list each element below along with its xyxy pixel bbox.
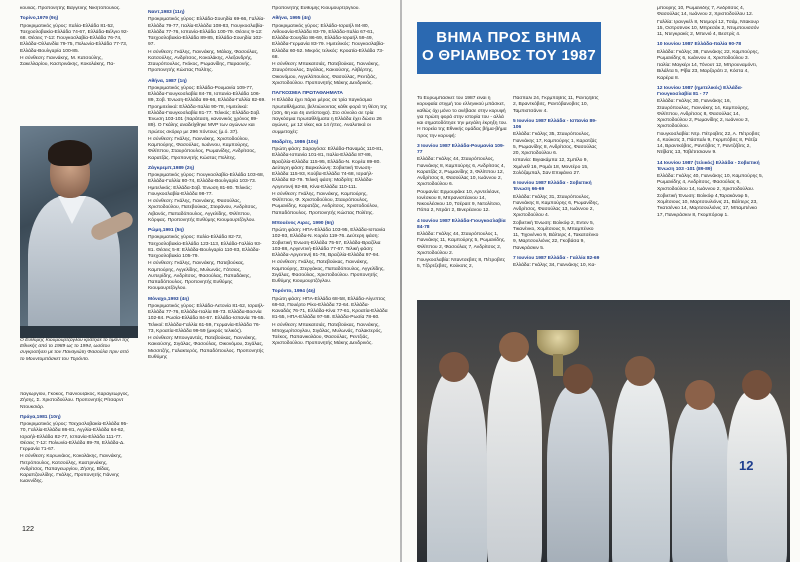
section-heading: Ναντ,1983 (11η) [148, 10, 185, 15]
headline-line2: Ο ΘΡΙΑΜΒΟΣ ΤΟΥ 1987 [421, 47, 597, 64]
section-heading: ΠΑΓΚΟΣΜΙΑ ΠΡΩΤΑΘΛΗΜΑΤΑ [272, 91, 343, 96]
paragraph: Πρώτη φάση: ΗΠΑ-Ελλάδα 103-95, Ελλάδα-Ισπανία 102-93, Ελλάδα-Ν. Κορέα 119-76. Δεύτερη φάση: Σοβιετική Ένωση-Ελλάδα 75-57, Ελλάδα-Βραζίλια 103-88, Αργεντινή-Ελλάδα 77-67. Τελική φάση: Ελλάδα-Αργεντινή 81-78, Βραζιλία-Ελλάδα 97-94. [272, 228, 386, 258]
headline-box [417, 22, 601, 74]
paragraph: Προκριματικός γύρος: Ιταλία-Ελλάδα 82-72, Τσεχοσλοβακία-Ελλάδα 123-113, Ελλάδα-Γαλλία 93-81. Θέσεις 5-8: Ελλάδα-Βουλγαρία 110-83, Ελλάδα-Τσεχοσλοβακία 105-79. [148, 235, 262, 259]
paragraph: Η σύνθεση: Μπακατσιάς, Πατεβούκας, Γιαννάκης, Σταυρόπουλος, Σιγάλας, Κακιούσης, Αλβέρτης, Οικονόμου, Αγγελόπουλος, Φασούλας, Ρεντζιάς, Χριστοδούλου. Προπονητής Μάκης Δενδρινός. [272, 62, 380, 86]
section-heading: 4 Ιουνίου 1987 Ελλάδα-Γιουγκοσλαβία 84-78 [417, 218, 506, 230]
coach-photo [20, 126, 138, 338]
paragraph: Σοβιετική Ένωση: Βολκόφ 4,Ταρακάνοφ 5, Χομίτσιους 10, Μαρτσουλιόνις 21, Βάλτερς 23, Τκατσένκο 14, Μαρτσουλιόνις 17, Μπαμπένκο 17, Πανκράσκιν 8, Γκομπόροφ 1. [657, 193, 758, 218]
paragraph: Ρουμανία: Ερμουράκε 10, Αρντελέανε, Ιονέσκου 8, Μπρανιστέανου 14, Νικουλέσκου 10, Τσέραιτ 9, Νετολίτσιο, Πόπα 2, Ντράιτ 2, Βινερέανου 12. [417, 189, 502, 214]
paragraph: Προκριματικός γύρος: Τσεχοσλοβακία-Ελλάδα 95-70, Γαλλία-Ελλάδα 86-81, Αγγλία-Ελλάδα 64-62, Ισραήλ-Ελλάδα 82-77, Ισπανία-Ελλάδα 111-77. Θέσεις 7-12: Πολωνία-Ελλάδα 89-78, Ελλάδα-Δ. Γερμανία 71-67. [20, 422, 128, 452]
headline-line1: ΒΗΜΑ ΠΡΟΣ ΒΗΜΑ [436, 29, 582, 46]
paragraph: Προπονητής Ευθύμης Κιουμουρτζόγλου. [272, 6, 360, 11]
left-col1-top [20, 6, 130, 124]
paragraph: Προκριματικός γύρος: Ελλάδα-Ισραήλ 84-80, Λιθουανία-Ελλάδα 83-79, Ελλάδα-Ιταλία 67-61, Ελλάδα-Σουηδία 86-69, Ελλάδα-Ισραήλ 59-49, Ελλάδα-Γερμανία 83-79. Ημιτελικός: Γιουγκοσλαβία-Ελλάδα 60-52. Μικρός τελικός: Κροατία-Ελλάδα 73-68. [272, 23, 385, 60]
paragraph: Η σύνθεση: Γκάλης, Γιαννάκης, Πατεβούκας, Καμπούρης, Αγγελίδης, Μυλωνάς, Γάτσιος, Λυπερίδης, Ανδρίτσος, Φασούλας, Παπαδάκης, Παπαδόπουλος. Προπονητής Ευθύμης Κιουμουρτζόγλου. [148, 261, 251, 292]
right-page [402, 0, 800, 562]
paragraph: Το Ευρωμπάσκετ του 1987 είναι η κορυφαία στιγμή του ελληνικού μπάσκετ, καθώς όχι μόνο το ανέβασε στην κορυφή για πρώτη φορά στην ιστορία του - αλλά και σηματοδότησε την μεγάλη έκρηξη του. Η πορεία της Εθνικής ομάδας βήμα-βήμα προς την κορυφή: [417, 96, 508, 139]
left-col3 [272, 6, 388, 554]
section-heading: 14 Ιουνίου 1987 (τελικός) Ελλάδα - Σοβιετική Ένωση 103 -101 (89-89) [657, 160, 760, 172]
page-number: 122 [22, 524, 34, 533]
jersey-number: 12 [739, 458, 754, 473]
section-heading: Μαδρίτη, 1986 (10η) [272, 139, 319, 145]
caption-text: Ο Ευθύμης Κιουμουρτζόγλου κράτησε το τιμόνι της Εθνικής από το 1989 ως το 1994, ωσότου συγκροτήσει με τον Παναγιώτη Φασούλα πριν από το Μουντομπάσκετ του Τορόντο. [20, 338, 130, 362]
paragraph: Η σύνθεση: Κορωνάιος, Κοκολάκης, Γιαννάκης, Πετρόπουλος, Κατσούλης, Καστρινάκης, Ανδρίτσος, Παπαγεωργίου, Ζήσης, Βίδας, Καραπζουλίδης. Γκάλης, Προπονητής Γιάννης Ιωαννίδης. [20, 454, 123, 485]
paragraph: Η σύνθεση: Γκάλης, Γιαννάκης, Καμπούρης, Φιλίππου, Φ. Χριστοδούλου, Σταυρόπουλος, Ρωμανίδης, Καρατζάς, Ανδρίτσος, Χριστοδούλου, Παπαδόπουλος. Προπονητής Κώστας Πολίτης. [272, 191, 379, 216]
section-heading: Αθήνα, 1995 (4η) [272, 16, 311, 22]
section-heading: 3 Ιουνίου 1987 Ελλάδα-Ρουμανία 109-77 [417, 143, 505, 155]
paragraph: Πάσπαλι 24, Γκρμπόβιτς 11, Ραντζέβιτς 2, Βραντκόβιτς, Ραντόβανοβιτς 10, Ταμπιστσάνιν 4. [513, 96, 599, 114]
paragraph: Σοβιετική Ένωση: Βολκόφ 2, Εντεν 5, Τικανένκο, Χομίτσιους 5, Μπαμπένκο 11, Τιχονένκο 9, Βάλτερς 4, Τακατσένκο 9, Μαρτσουλιόνις 22, Γκοβάσα 9, Πανκράσκιν 5. [513, 220, 599, 251]
paragraph: Ελλάδα: Γκάλης 34, Γιαννάκης 10, Κα- [513, 263, 596, 268]
paragraph: Η σύνθεση: Γκάλης, Γιαννάκης, Μάλαχ, Φασούλας, Κατσούλης, Ανδρίτσος, Κοκολάκης, Αλεξανδρής, Σταυρόπουλος, Γκόκος, Ρωμανίδης, Παραονής. Προπονητής Κώστας Πολίτης. [148, 49, 259, 74]
paragraph: παγιωργίου, Γκόκος, Γιαννουζάκος, Καραγεώργος, Ζήσης, Σ. Χριστοδούλου. Προπονητής Ρίτσαρντ Ντουκσιάρ. [20, 392, 130, 410]
paragraph: Ελλάδα: Γκάλης 31, Σταυρόπουλος, Γιαννάκης 8, Καμπούρης 6, Ρωμανίδης, Ανδρίτσος, Φασούλας 13, Ιωάννου 2, Χριστοδούλου 4. [513, 194, 600, 219]
section-heading: Τορόντο, 1994 (4η) [272, 289, 316, 295]
paragraph: Ελλάδα: Γκάλης 35, Σταυρόπουλος, Γιαννάκης 17, Καμπούρης 1, Καρατζάς 5, Ρωμανίδης 8, Ανδρίτσος, Φασούλας 20, Χριστοδούλου 6. [513, 132, 597, 156]
section-heading: Πράγα,1981 (10η) [20, 414, 61, 420]
photo-caption [20, 338, 130, 363]
section-heading: 12 Ιουνίου 1987 (ημιτελικός) Ελλάδα-Γιουγκοσλαβία 81 - 77 [657, 85, 743, 97]
paragraph: Γαλλία: Ιρανγκέλ 8, Ντεμορί 12, Τσάμ, Ντακουρ 15, Οστροτινοκ 10, Μπρεσάκ 2, Ντυμπουισσόν 11, Ντεγκρακίς 2, Μπενιό 4, Βεστρίς 4. [657, 19, 759, 37]
paragraph: Προκριματικός γύρος: Ιταλία-Ελλάδα 81-52, Τσεχοσλοβακία-Ελλάδα 74-67, Ελλάδα-Βέλγιο 92-68. Θέσεις 7-12: Γιουγκοσλαβία-Ελλάδα 76-74, Ελλάδα-Ολλανδία 79-75, Πολωνία-Ελλάδα 77-73, Ελλάδα-Βουλγαρία 100-85. [20, 23, 129, 54]
paragraph: Η σύνθεση: Γκάλης, Γιαννάκης, Φασούλας, Χριστοδούλου, Πατεβούκας, Στεφάνου, Ανδρίτσος, Λιβανός, Παπαδόπουλος, Αγγελίδης, Φιλίππου, Κόρφας. Προπονητής Ευθύμης Κιουμουρτζόγλου. [148, 199, 258, 223]
paragraph: Ισπανία: Βιγιακάμπα 12, Σμπίλο 9, Χιμένεθ 16, Ρομάι 18, Μοντέρο 15, Σολόζαμπαλ, Σαν Επιφάνιο 27. [513, 158, 589, 176]
section-heading: 10 Ιουνίου 1987 Ελλάδα-Ιταλία 90-78 [657, 42, 742, 48]
paragraph: Ελλάδα: Γκάλης 40, Γιαννάκης 10, Καμπούρης 5, Ρωμανίδης 4, Ανδρίτσος, Φασούλας 6, Χριστοδούλου 14, Ιωάννου 2, Χριστοδούλου. [657, 174, 764, 192]
paragraph: Η σύνθεση: Γιαννάκης, Μ. Κατσούλης, Σακελλαρίου, Καστρινάκης, Κοκολάκης, Πα- [20, 55, 115, 67]
paragraph: Η σύνθεση: Γκάλης, Πατεβούκας, Γιαννάκης, Καμπούρης, Στεργάκος, Παπαδόπουλος, Αγγελίδης, Σιγάλας, Φασούλας, Χριστοδούλου. Προπονητής Ευθύμης Κιουμουρτζόγλου. [272, 260, 385, 284]
paragraph: κουλας. Προπονητής Βαγγέλης Νικητόπουλος. [20, 6, 121, 11]
paragraph: μπούρης 10, Ρωμανίδης 7, Ανδρίτσος 4, Φασούλας 14, Ιωάννου 2, Χριστοδούλου 12. [657, 6, 754, 18]
section-heading: Μπουένος Αιρες, 1990 (6η) [272, 220, 334, 226]
right-col1 [417, 96, 509, 296]
paragraph: Προκριματικός γύρος: Ελλάδα-Σουηδία 69-66, Γαλλία-Ελλάδα 79-77, Ιταλία-Ελλάδα 108-83, Γιουγκοσλαβία-Ελλάδα 77-76, Ισπανία-Ελλάδα 100-79. Θέσεις 9-12: Τσεχοσλοβακία-Ελλάδα 89-85, Ελλάδα-Σουηδία 102-97. [148, 17, 265, 48]
section-heading: 7 Ιουνίου 1987 Ελλάδα - Γαλλία 82-69 [513, 255, 600, 261]
paragraph: Πρώτη φάση: Σαραγόσα: Ελλάδα-Παναμάς 110-81, Ελλάδα-Ισπανία 101-81, Ιταλία-Ελλάδα 87-86, Βραζιλία-Ελλάδα 115-95, Ελλάδα-Ν. Κορέα 89-80. Δεύτερη φάση: Βαρκελώνη: Σοβιετική Ένωση-Ελλάδα 115-93, Κούβα-Ελλάδα 74-68, Ισραήλ-Ελλάδα 82-79. Τελική φάση: Μαδρίτη: Ελλάδα-Αργεντινή 92-88, Κίνα-Ελλάδα 110-111. [272, 147, 384, 190]
paragraph: Ιταλία: Μαγκέρι 14, Τόνουτ 12, Μπρουναμόντι, Βιλάλτα 5, Ρίβα 23, Μαρζοράτι 2, Κόστα 4, Καρέρα 8. [657, 63, 758, 81]
section-heading: 6 Ιουνίου 1987 Ελλάδα - Σοβιετική Ένωση 66-69 [513, 181, 592, 193]
paragraph: Η σύνθεση: Γκάλης, Γιαννάκης, Χριστοδούλου, Καμπούρης, Φασούλας, Ιωάννου, Καμπούρης, Φιλίππου, Σταυρόπουλος, Ρωμανίδης, Ανδρίτσος, Καρατζάς. Προπονητής Κώστας Πολίτης. [148, 136, 256, 161]
paragraph: Η Ελλάδα έχει πάρει μέρος σε τρία παγκόσμια πρωταθλήματα, βελτιώνοντας κάθε φορά τη θέση της (10η, 6η και 4η αντίστοιχα). Στο σύνολο σε τρία παγκόσμια πρωταθλήματα η Ελλάδα έχει δώσει 26 αγώνες, με 12 νίκες και 14 ήττες. Αναλυτικά οι συμμετοχές: [272, 98, 388, 135]
section-heading: Μόναχο,1993 (4η) [148, 296, 189, 302]
section-heading: Ρώμη,1991 (5η) [148, 228, 184, 233]
paragraph: Ελλάδα: Γκάλης 30, Γιαννάκης 16, Σταυρόπουλος, Γιαννάκης 14, Καμπούρης, Φιλίππου, Ανδρίτσος 8, Φασούλας 14, Χριστοδούλου 2, Ρωμανίδης 2, Ιωάννου 3, Χριστοδούλου. [657, 99, 750, 130]
paragraph: Ελλάδα: Γκάλης 38, Γιαννάκης 22, Καμπούρης, Ρωμανίδης 6, Ιωάννου 4, Χριστοδούλου 3. [657, 49, 760, 61]
paragraph: Γιουγκοσλαβία: Ντρ. Πέτροβιτς 22, Α. Πέτροβιτς 4, Κούκοτς 3, Πάσπαλι 9, Γκρμπόβιτς 8, Ράτζα 14, Βραντκόβιτς, Ραντόβιτς 7, Ραντζέβιτς 2, Ντίβατς 13, Τσβέτιτσιανιν 9. [657, 131, 760, 156]
paragraph: Προκριματικός γύρος: Ελλάδα-Λετονία 81-62, Ισραήλ-Ελλάδα 77-76, Ελλάδα-Ιταλία 88-73. Ελλάδα-Βοσνία 102-84. Ρωσία-Ελλάδα 84-67. Ελλάδα-Ισπανία 76-55. Τελικοί: Ελλάδα-Γαλλία 61-59, Γερμανία-Ελλάδα 76-73, Κροατία-Ελλάδα 99-59 (μικρός τελικός). [148, 303, 265, 334]
section-heading: 5 Ιουνίου 1987 Ελλάδα - Ισπανία 89-106 [513, 118, 597, 130]
right-col3 [657, 6, 765, 298]
section-heading: Ζάγκρεμπ,1989 (2η) [148, 165, 195, 171]
section-heading: Τορίνο,1979 (9η) [20, 16, 59, 22]
left-col2 [148, 6, 266, 554]
left-col1-lower [20, 392, 130, 524]
paragraph: Ελλάδα: Γκάλης 44, Σταυρόπουλος, Γιαννάκης 8, Καμπούρης 6, Ανδρίτσος 4, Καρατζάς 2, Ρωμανίδης 3, Φιλίππου 12, Ανδρίτσος 6, Φασούλας 10, Ιωάννου 2, Χριστοδούλου 6. [417, 157, 505, 188]
section-heading: Αθήνα, 1987 (1η) [148, 78, 187, 84]
trophy-icon [537, 330, 579, 356]
paragraph: Ελλάδα: Γκάλης 44, Σταυρόπουλος 1, Γιαννάκης 11, Καμπούρης 5, Ρωμανίδης, Φιλίππου 2, Φασούλας 7, Ανδρίτσος 2, Χριστοδούλου 2. [417, 232, 506, 256]
paragraph: Γιουγκοσλαβία: Νταντσεβιτς 8, Πέτροβιτς 5, Τζόρτζεβιτς, Κούκοτς 2, [417, 258, 506, 270]
paragraph: Πρώτη φάση: ΗΠΑ-Ελλάδα 68-58, Ελλάδα-Αίγυπτος 69-53, Πουέρτο Ρίκο-Ελλάδα 72-64. Ελλάδα-Καναδάς 76-71, Ελλάδα-Κίνα 77-61, Κροατία-Ελλάδα 81-55, ΗΠΑ-Ελλάδα 97-58. Ελλάδα-Ρωσία 78-60. [272, 296, 388, 321]
paragraph: Η σύνθεση: Μπουγαντάς, Πατεβούκας, Γιαννάκης, Κακιούσης, Σιγάλας, Φασούλας, Οικονόμου, Σιγάλας, Μισσιτζής, Γαλακτερός, Παπαδόπουλος. Προπονητής Ευθύμης [148, 336, 264, 360]
team-celebration-photo [417, 300, 790, 562]
right-col2 [513, 96, 601, 296]
paragraph: Προκριματικός γύρος: Ελλάδα-Ρουμανία 109-77, Ελλάδα-Γιουγκοσλαβία 84-78, Ισπανία-Ελλάδα 106-89, Σοβ. Ένωση-Ελλάδα 69-66, Ελλάδα-Γαλλία 82-69. Προημιτελικά: Ελλάδα-Ιταλία 90-78, Ημιτελικά: Ελλάδα-Γιουγκοσλαβία 81-77. Τελικός: Ελλάδα-Σοβ. Ένωση 103-101 (παράταση, κανονικός χρόνος 89-89). Ο Γκάλης αναδείχθηκε MVP των αγώνων και πρώτος σκόρερ με 296 πόντους (μ.ό. 37). [148, 85, 266, 135]
paragraph: Η σύνθεση: Μπακατσιάς, Πατεβούκας, Γιαννάκης, Μποχωρίτσογλου, Σιγάλας, Μυλωνάς, Γαλακτερός, Τσέκος, Παπανικολάου, Φασούλας, Ρεντζιάς, Χριστοδούλου. Προπονητής Μάκης Δενδρινός. [272, 322, 383, 347]
paragraph: Προκριματικός γύρος: Γιουγκοσλαβία-Ελλάδα 103-68, Ελλάδα-Γαλλία 80-74, Ελλάδα-Βουλγαρία 103-73. Ημιτελικός: Ελλάδα-Σοβ. Ένωση 81-80. Τελικός: Γιουγκοσλαβία-Ελλάδα 98-77. [148, 173, 265, 197]
